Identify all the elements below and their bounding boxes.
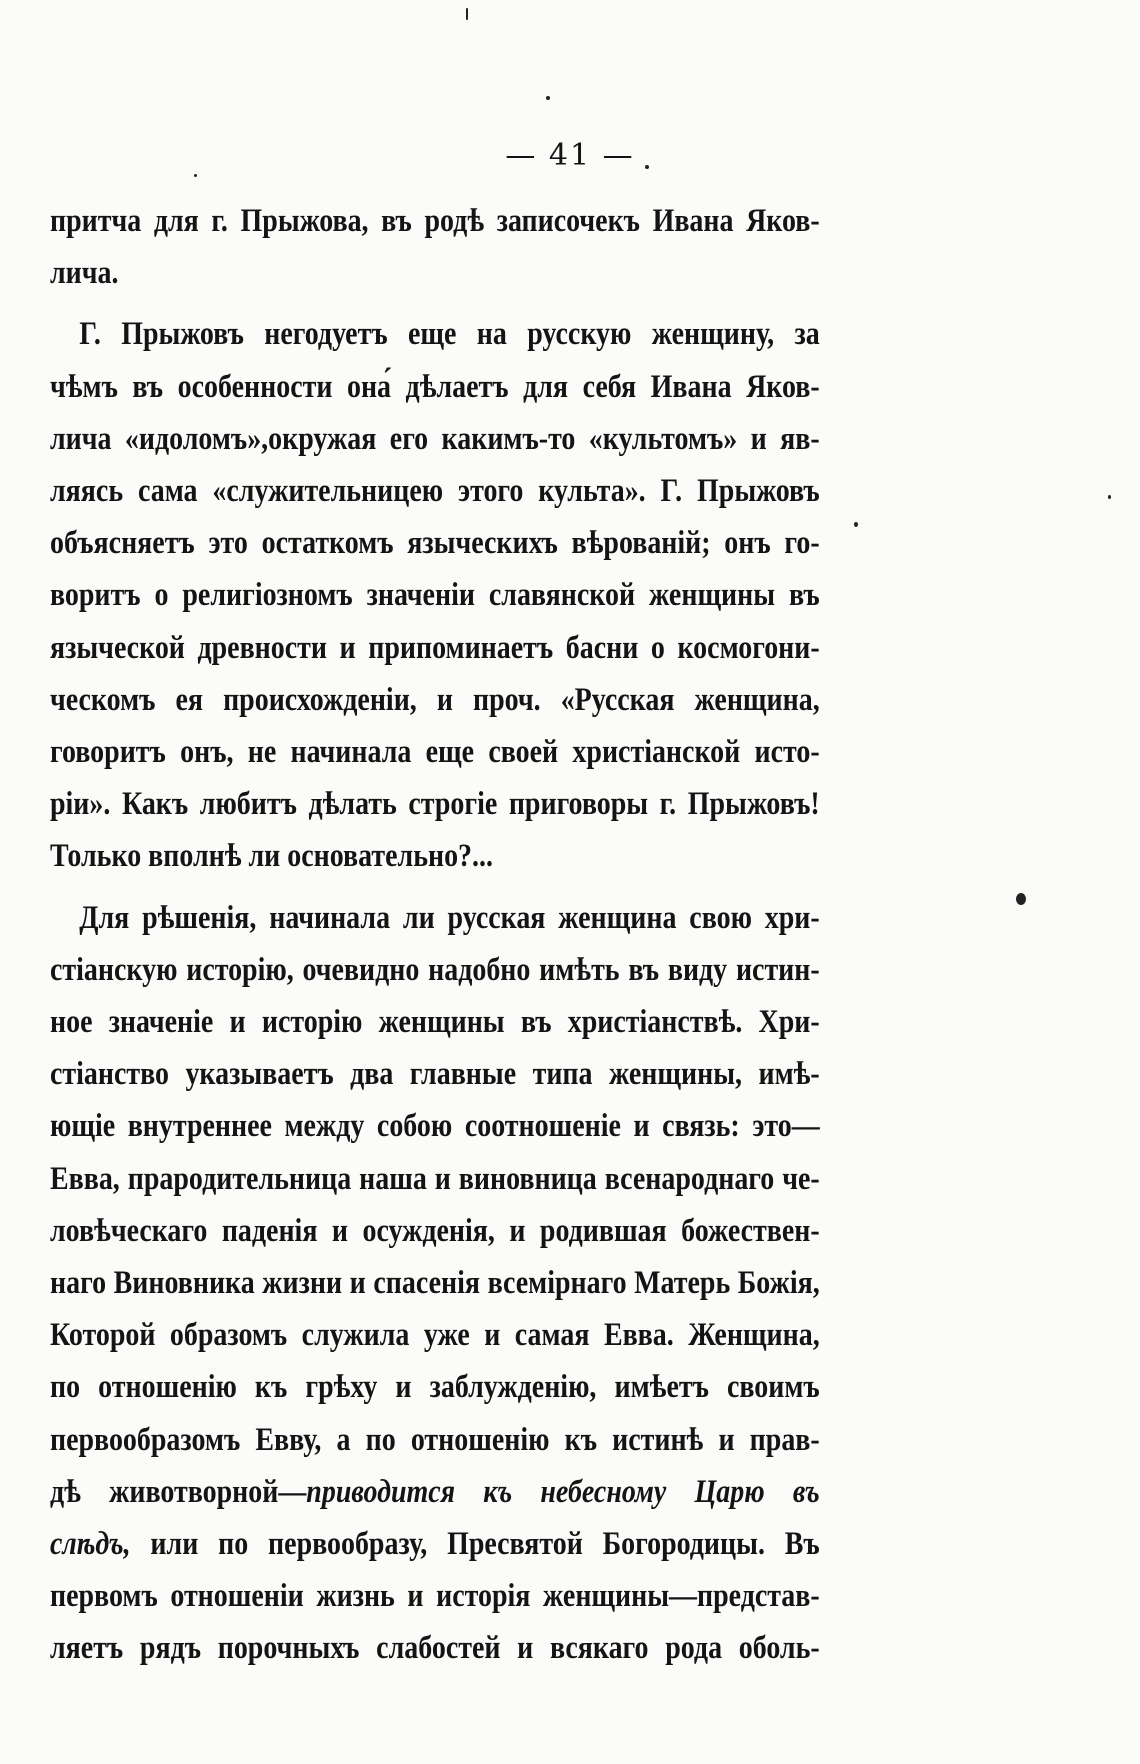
text-line: первообразомъ Евву, а по отношенію къ истинѣ и прав-: [50, 1421, 820, 1458]
text-line: ріи». Какъ любитъ дѣлать строгіе приговоры г. Прыжовъ!: [50, 786, 820, 823]
italic-quote: слѣдъ,: [50, 1526, 131, 1563]
ink-speck: [466, 8, 468, 20]
text-line: воритъ о религіозномъ значеніи славянской женщины въ: [50, 577, 820, 614]
text-line: Г. Прыжовъ негодуетъ еще на русскую женщину, за: [79, 316, 820, 353]
paragraph-2: [50, 308, 820, 882]
page-number: — 41 —: [505, 138, 635, 173]
ink-speck: [1016, 893, 1026, 905]
text-line: Евва, прародительница наша и виновница всенароднаго че-: [50, 1160, 820, 1197]
text-line: Только вполнѣ ли основательно?...: [50, 838, 494, 875]
text-line: ляетъ рядъ порочныхъ слабостей и всякаго рода оболь-: [50, 1630, 820, 1667]
ink-speck: [1108, 495, 1111, 499]
ink-speck: [645, 165, 649, 169]
text-line: стіанство указываетъ два главные типа женщины, имѣ-: [50, 1056, 820, 1093]
ink-speck: [546, 96, 550, 100]
body-text: [50, 195, 820, 1675]
text-line: ловѣческаго паденія и осужденія, и родившая божествен-: [50, 1212, 820, 1249]
text-line: наго Виновника жизни и спасенія всемірнаго Матерь Божія,: [50, 1265, 820, 1302]
text-line-mixed: [50, 1518, 820, 1570]
text-line: чѣмъ въ особенности она́ дѣлаетъ для себя Ивана Яков-: [50, 368, 820, 405]
text-line: по отношенію къ грѣху и заблужденію, имѣетъ своимъ: [50, 1369, 820, 1406]
text-line: говоритъ онъ, не начинала еще своей христіанской исто-: [50, 734, 820, 771]
text-line: ющіе внутреннее между собою соотношеніе и связь: это—: [50, 1108, 820, 1145]
text-line: притча для г. Прыжова, въ родѣ записочекъ Ивана Яков-: [50, 203, 820, 239]
text-line: объясняетъ это остаткомъ языческихъ вѣрованій; онъ го-: [50, 525, 820, 562]
text-span: или по первообразу, Пресвятой Богородицы. Въ: [130, 1526, 820, 1563]
paragraph-1: [50, 195, 820, 299]
text-line: ное значеніе и исторію женщины въ христіанствѣ. Хри-: [50, 1004, 820, 1041]
text-line: лича «идоломъ»,окружая его какимъ-то «культомъ» и яв-: [50, 420, 820, 457]
text-span: дѣ животворной—: [50, 1473, 307, 1510]
ink-speck: [854, 522, 858, 527]
text-line: первомъ отношеніи жизнь и исторія женщины—представ-: [50, 1578, 820, 1615]
italic-quote: приводится къ небесному Царю въ: [306, 1473, 820, 1510]
text-line: ческомъ ея происхожденіи, и проч. «Русская женщина,: [50, 681, 820, 718]
text-line: языческой древности и припоминаетъ басни о космогони-: [50, 629, 820, 666]
paragraph-3: [50, 892, 820, 1675]
text-line: стіанскую исторію, очевидно надобно имѣть въ виду истин-: [50, 951, 820, 988]
text-line-mixed: [50, 1466, 820, 1518]
ink-speck: [194, 174, 197, 177]
text-line: Которой образомъ служила уже и самая Евва. Женщина,: [50, 1317, 820, 1354]
text-line: Для рѣшенія, начинала ли русская женщина свою хри-: [79, 899, 820, 936]
text-line: лича.: [50, 255, 119, 292]
text-line: ляясь сама «служительницею этого культа». Г. Прыжовъ: [50, 473, 820, 510]
